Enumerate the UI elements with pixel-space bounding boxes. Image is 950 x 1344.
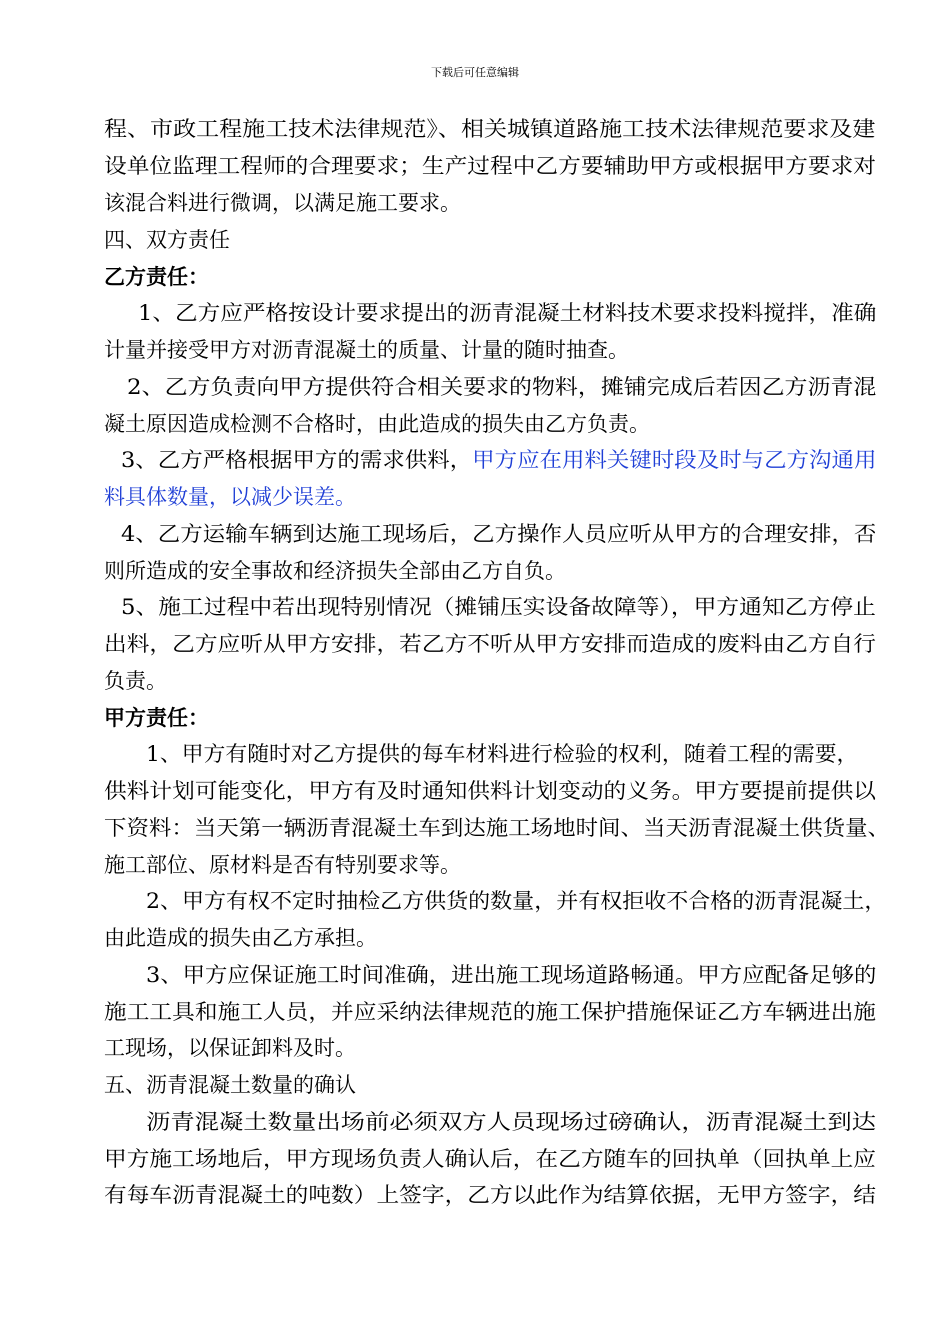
text-line: 2、乙方负责向甲方提供符合相关要求的物料，摊铺完成后若因乙方沥青混 — [127, 375, 877, 399]
text-line: 施工工具和施工人员，并应采纳法律规范的施工保护措施保证乙方车辆进出施 — [104, 1000, 877, 1024]
text-line: 甲方施工场地后，甲方现场负责人确认后，在乙方随车的回执单（回执单上应 — [104, 1147, 877, 1171]
section-subheading: 甲方责任： — [104, 705, 209, 730]
text-line: 该混合料进行微调，以满足施工要求。 — [104, 191, 461, 215]
text-line: 程、市政工程施工技术法律规范》、相关城镇道路施工技术法律规范要求及建 — [104, 117, 876, 141]
text-line: 施工部位、原材料是否有特别要求等。 — [104, 853, 461, 877]
text-line: 3、甲方应保证施工时间准确，进出施工现场道路畅通。甲方应配备足够的 — [146, 963, 877, 987]
text-line: 1、甲方有随时对乙方提供的每车材料进行检验的权利，随着工程的需要， — [146, 742, 859, 766]
text-line: 五、沥青混凝土数量的确认 — [104, 1073, 356, 1097]
text-line: 下资料：当天第一辆沥青混凝土车到达施工场地时间、当天沥青混凝土供货量、 — [104, 816, 890, 840]
text-segment: 3、乙方严格根据甲方的需求供料， — [121, 448, 473, 472]
text-line: 出料，乙方应听从甲方安排，若乙方不听从甲方安排而造成的废料由乙方自行 — [104, 632, 877, 656]
text-line: 计量并接受甲方对沥青混凝土的质量、计量的随时抽查。 — [104, 338, 629, 362]
highlighted-text: 甲方应在用料关键时段及时与乙方沟通用 — [472, 448, 877, 472]
text-line: 有每车沥青混凝土的吨数）上签字，乙方以此作为结算依据，无甲方签字，结 — [104, 1183, 877, 1207]
text-line: 则所造成的安全事故和经济损失全部由乙方自负。 — [104, 559, 566, 583]
text-line: 供料计划可能变化，甲方有及时通知供料计划变动的义务。甲方要提前提供以 — [104, 779, 877, 803]
text-line — [121, 448, 876, 472]
text-line: 负责。 — [104, 669, 167, 693]
text-line: 2、甲方有权不定时抽检乙方供货的数量，并有权拒收不合格的沥青混凝土， — [146, 889, 887, 913]
page-header: 下载后可任意编辑 — [431, 66, 519, 79]
section-subheading: 乙方责任： — [104, 264, 209, 289]
text-line: 四、双方责任 — [104, 228, 230, 252]
text-line: 1、乙方应严格按设计要求提出的沥青混凝土材料技术要求投料搅拌，准确 — [138, 301, 877, 325]
text-line: 5、施工过程中若出现特别情况（摊铺压实设备故障等），甲方通知乙方停止 — [121, 595, 876, 619]
text-line: 凝土原因造成检测不合格时，由此造成的损失由乙方负责。 — [104, 412, 650, 436]
text-line: 4、乙方运输车辆到达施工现场后，乙方操作人员应听从甲方的合理安排，否 — [121, 522, 877, 546]
highlighted-text: 料具体数量，以减少误差。 — [104, 485, 356, 509]
text-line: 设单位监理工程师的合理要求；生产过程中乙方要辅助甲方或根据甲方要求对 — [104, 154, 877, 178]
text-line: 由此造成的损失由乙方承担。 — [104, 926, 377, 950]
text-line — [104, 485, 356, 509]
text-line: 工现场，以保证卸料及时。 — [104, 1036, 356, 1060]
text-line: 沥青混凝土数量出场前必须双方人员现场过磅确认，沥青混凝土到达 — [146, 1110, 876, 1134]
